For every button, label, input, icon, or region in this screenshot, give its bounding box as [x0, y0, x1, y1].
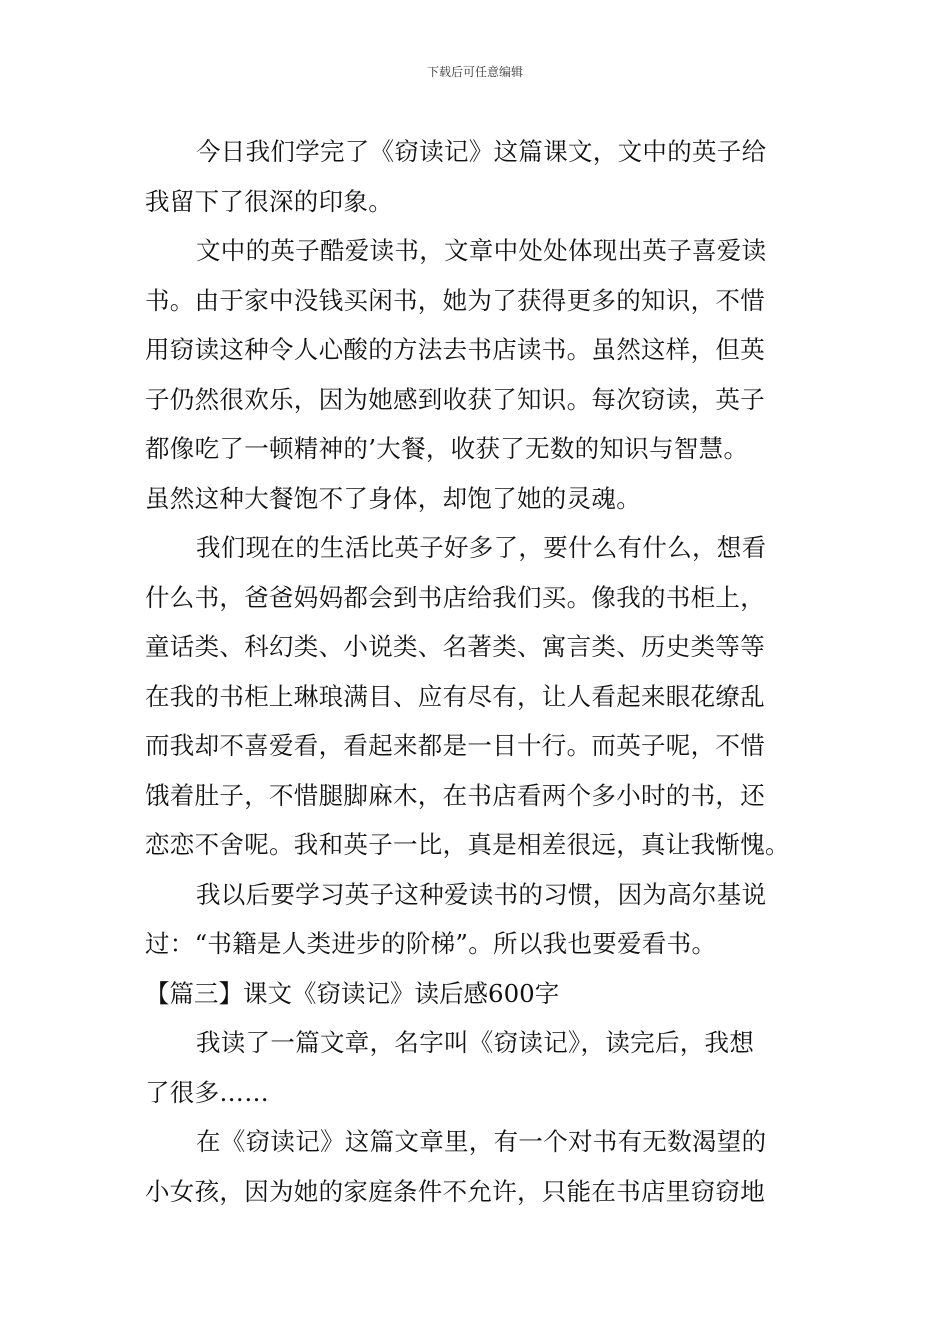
- document-body: [145, 127, 810, 1216]
- text-line: 过：“书籍是人类进步的阶梯”。所以我也要爱看书。: [145, 929, 717, 958]
- text-line: 在《窃读记》这篇文章里，有一个对书有无数渴望的: [196, 1127, 767, 1156]
- text-line: 都像吃了一顿精神的’大餐，收获了无数的知识与智慧。: [145, 434, 749, 463]
- text-line: 饿着肚子，不惜腿脚麻木，在书店看两个多小时的书，还: [145, 780, 765, 810]
- text-line: 童话类、科幻类、小说类、名著类、寓言类、历史类等等: [145, 632, 765, 661]
- text-line: 小女孩，因为她的家庭条件不允许，只能在书店里窃窃地: [145, 1176, 765, 1206]
- text-line: 我们现在的生活比英子好多了，要什么有什么，想看: [196, 533, 767, 562]
- text-line: 用窃读这种令人心酸的方法去书店读书。虽然这样，但英: [145, 335, 765, 364]
- text-line: 今日我们学完了《窃读记》这篇课文，文中的英子给: [196, 137, 767, 166]
- text-line: 我留下了很深的印象。: [145, 186, 393, 216]
- text-line: 虽然这种大餐饱不了身体，却饱了她的灵魂。: [145, 483, 641, 513]
- text-line: 什么书，爸爸妈妈都会到书店给我们买。像我的书柜上，: [145, 582, 765, 612]
- text-line: 了很多……: [145, 1077, 269, 1107]
- text-line: 我读了一篇文章，名字叫《窃读记》，读完后，我想: [196, 1028, 755, 1057]
- text-line: 恋恋不舍呢。我和英子一比，真是相差很远，真让我惭愧。: [145, 830, 790, 859]
- text-line: 书。由于家中没钱买闲书，她为了获得更多的知识，不惜: [145, 285, 765, 315]
- section-heading: 【篇三】课文《窃读记》读后感600字: [145, 978, 560, 1008]
- text-line: 在我的书柜上琳琅满目、应有尽有，让人看起来眼花缭乱: [145, 681, 765, 711]
- text-line: 而我却不喜爱看，看起来都是一目十行。而英子呢，不惜: [145, 731, 765, 760]
- text-line: 文中的英子酷爱读书，文章中处处体现出英子喜爱读: [196, 236, 767, 265]
- text-line: 子仍然很欢乐，因为她感到收获了知识。每次窃读，英子: [145, 384, 765, 414]
- text-line: 我以后要学习英子这种爱读书的习惯，因为高尔基说: [196, 879, 767, 909]
- page-header: 下载后可任意编辑: [426, 65, 523, 79]
